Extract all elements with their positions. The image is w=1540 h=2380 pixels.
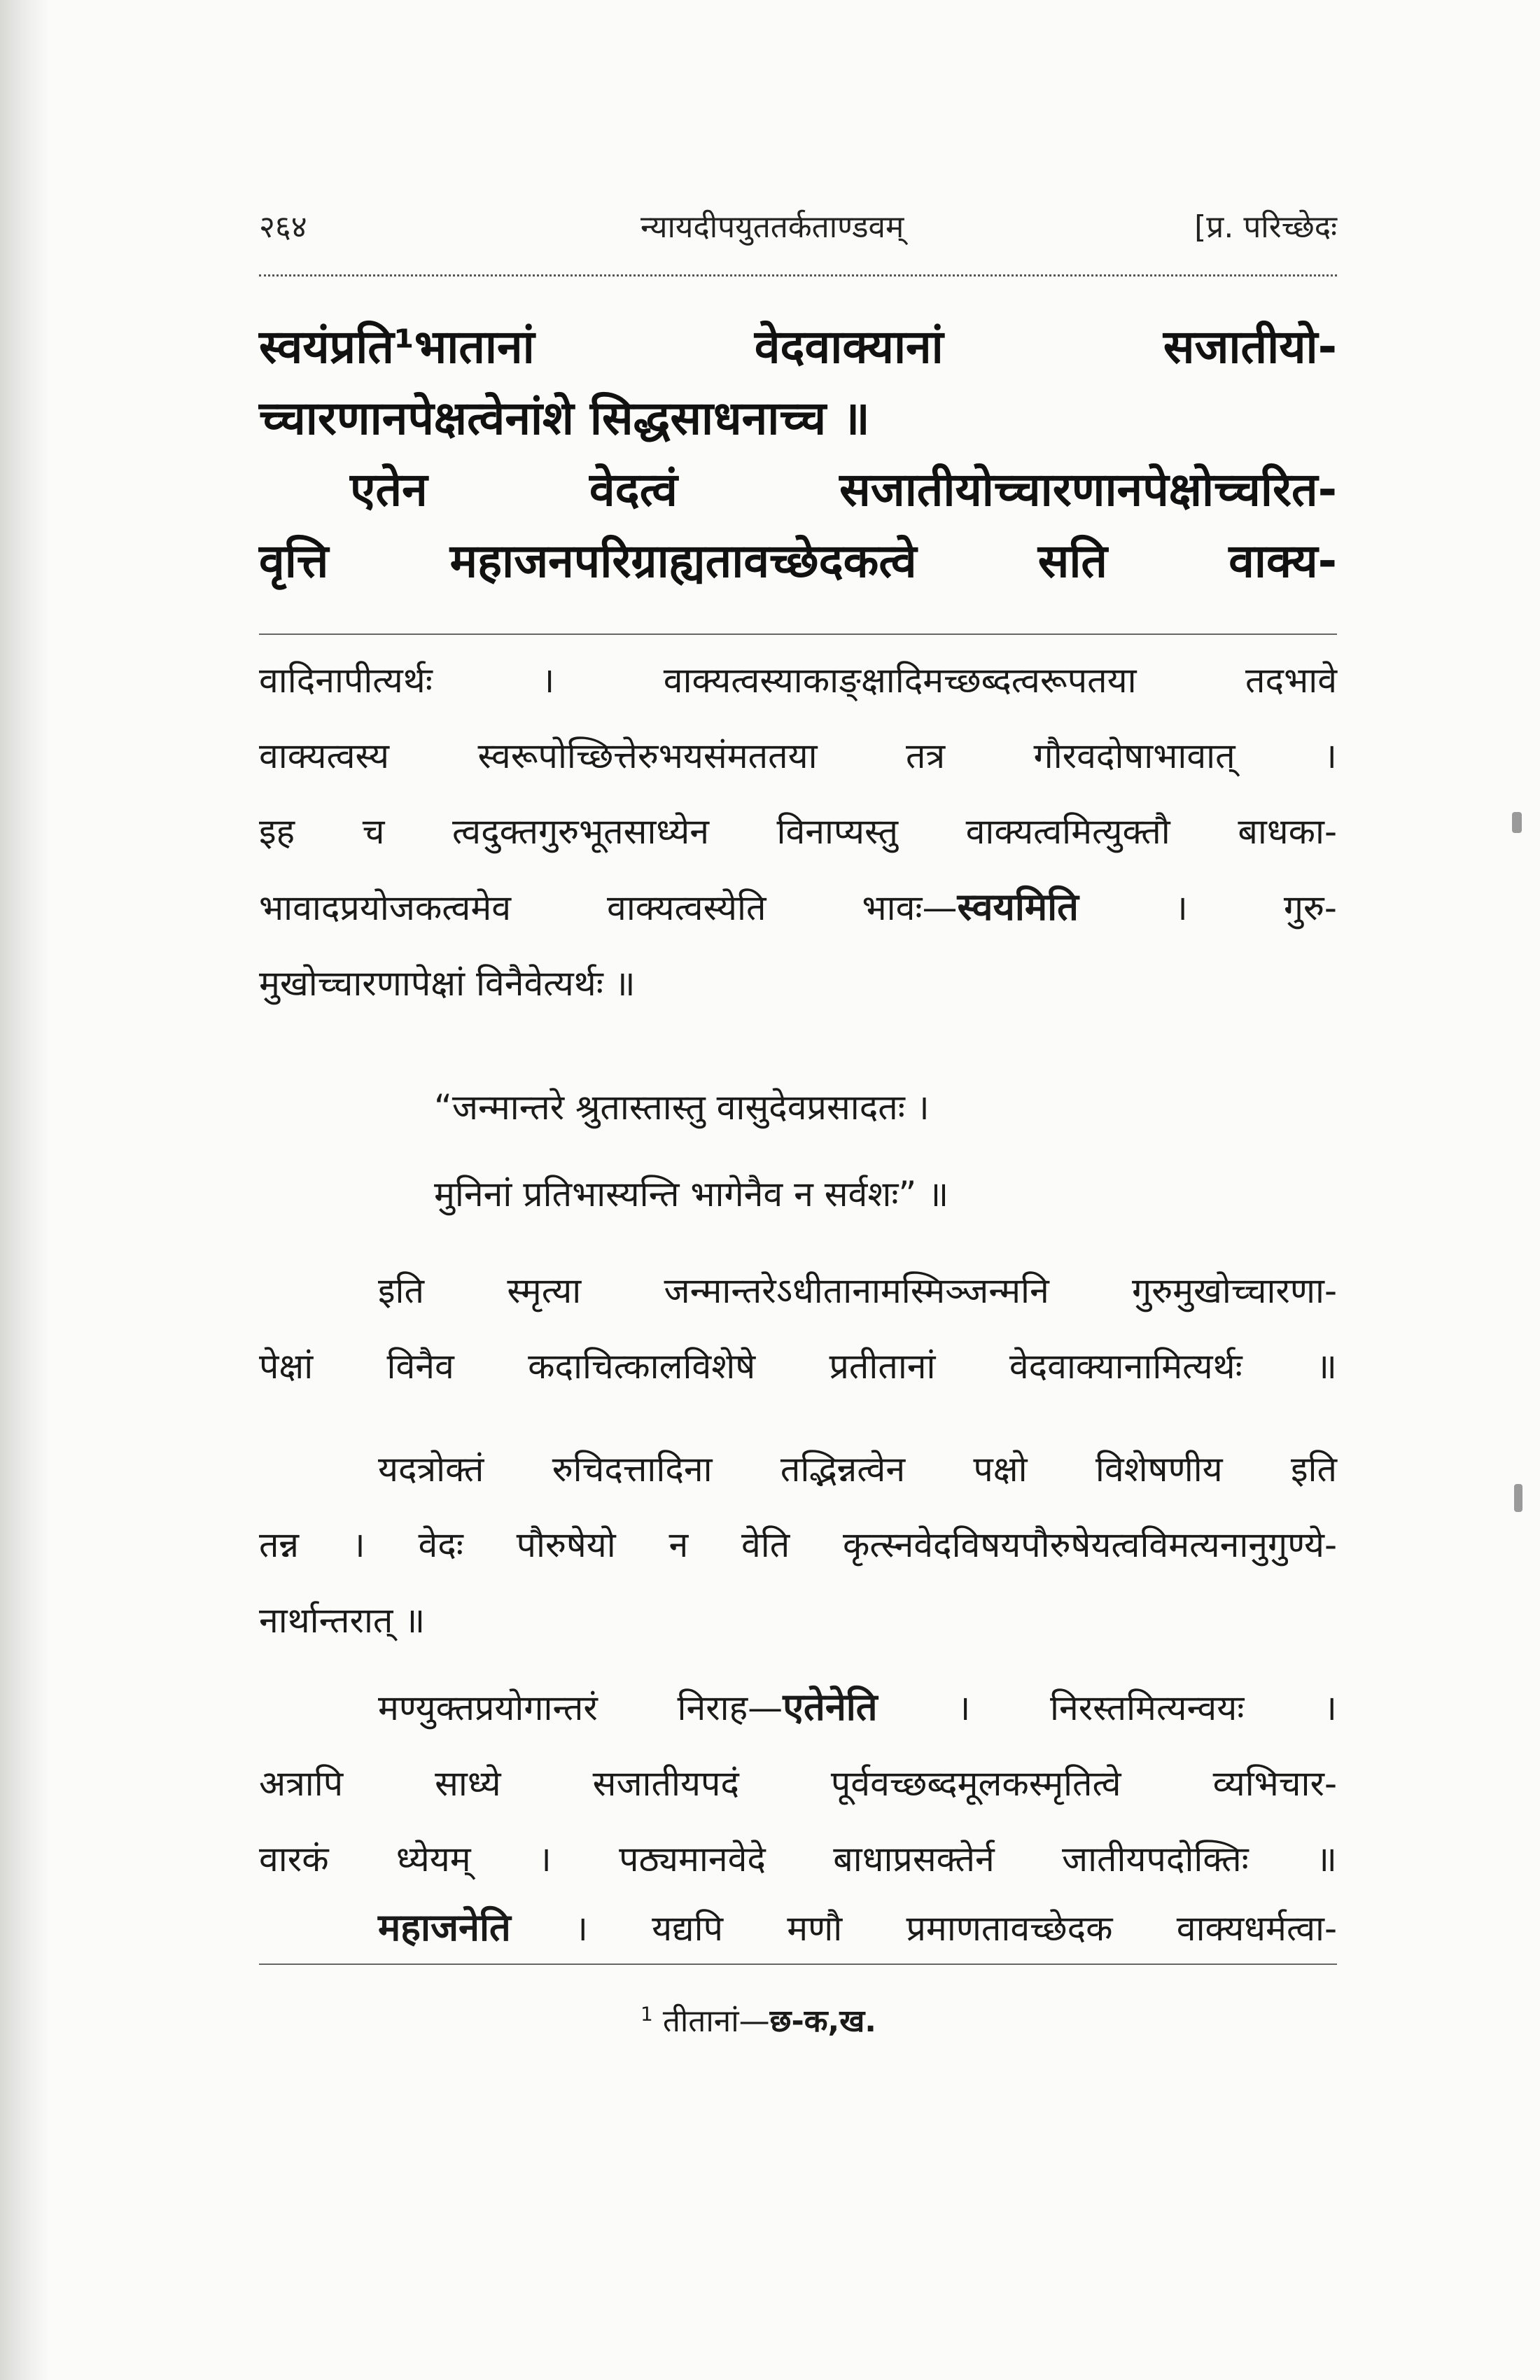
root-line: वृत्ति महाजनपरिग्राह्यतावच्छेदकत्वे सति वाक्य- <box>259 534 1337 588</box>
section-label: [प्र. परिच्छेदः <box>1194 209 1337 245</box>
commentary-line: पेक्षां विनैव कदाचित्कालविशेषे प्रतीतानां वेदवाक्यानामित्यर्थः ॥ <box>259 1346 1337 1387</box>
commentary-line: इति स्मृत्या जन्मान्तरेऽधीतानामस्मिञ्जन्मनि गुरुमुखोच्चारणा- <box>378 1270 1337 1311</box>
commentary-line <box>259 1670 1337 1746</box>
commentary-text: मण्युक्तप्रयोगान्तरं निराह— <box>378 1688 783 1728</box>
footnote-rule <box>259 1963 1337 1965</box>
verse-line: मुनिनां प्रतिभास्यन्ति भागेनैव न सर्वशः” ॥ <box>434 1174 949 1214</box>
root-line: च्चारणानपेक्षत्वेनांशे सिद्धसाधनाच्च ॥ <box>259 391 870 445</box>
running-header <box>259 204 1337 253</box>
footnote-sources: छ-क,ख. <box>769 2003 876 2039</box>
commentary-line: वाक्यत्वस्य स्वरूपोच्छित्तेरुभयसंमततया तत्र गौरवदोषाभावात् । <box>259 736 1337 776</box>
commentary-line: इह च त्वदुक्तगुरुभूतसाध्येन विनाप्यस्तु वाक्यत्वमित्युक्तौ बाधका- <box>259 811 1337 852</box>
scan-speck <box>1512 812 1522 833</box>
page-number: २६४ <box>259 209 307 245</box>
commentary-line <box>259 1890 1337 1966</box>
footnote-marker: 1 <box>640 2002 653 2026</box>
lemma-mahajana: महाजनेति <box>378 1905 511 1949</box>
lemma-etena: एतेनेति <box>783 1685 878 1729</box>
commentary-block-4 <box>259 1670 1337 1897</box>
header-rule <box>259 274 1337 276</box>
footnote-text: तीतानां— <box>662 2003 770 2039</box>
commentary-text: । निरस्तमित्यन्वयः । <box>877 1688 1337 1728</box>
commentary-line: मुखोच्चारणापेक्षां विनैवेत्यर्थः ॥ <box>259 963 636 1004</box>
book-title: न्यायदीपयुततर्कताण्डवम् <box>640 209 904 245</box>
commentary-line <box>259 869 1337 946</box>
commentary-line: अत्रापि साध्ये सजातीयपदं पूर्ववच्छब्दमूलकस्मृतित्वे व्यभिचार- <box>259 1763 1337 1804</box>
commentary-text: । गुरु- <box>1078 888 1337 928</box>
commentary-line: नार्थान्तरात् ॥ <box>259 1600 426 1641</box>
commentary-text: भावादप्रयोजकत्वमेव वाक्यत्वस्येति भावः— <box>259 888 958 928</box>
quoted-verse <box>434 1064 1344 1238</box>
commentary-block-5 <box>259 1890 1337 1966</box>
root-text <box>259 312 1337 597</box>
root-line: स्वयंप्रति¹भातानां वेदवाक्यानां सजातीयो- <box>259 320 1337 374</box>
scan-speck <box>1514 1484 1522 1512</box>
verse-line: “जन्मान्तरे श्रुतास्तास्तु वासुदेवप्रसादतः । <box>434 1087 930 1128</box>
commentary-line: तन्न । वेदः पौरुषेयो न वेति कृत्स्नवेदविषयपौरुषेयत्वविमत्यनानुगुण्ये- <box>259 1525 1337 1565</box>
commentary-block-1 <box>259 643 1337 1021</box>
footnote <box>640 1998 876 2040</box>
commentary-line: यदत्रोक्तं रुचिदत्तादिना तद्भिन्नत्वेन पक्षो विशेषणीय इति <box>378 1449 1337 1490</box>
commentary-line: वादिनापीत्यर्थः । वाक्यत्वस्याकाङ्क्षादिमच्छब्दत्वरूपतया तदभावे <box>259 660 1337 701</box>
root-line: एतेन वेदत्वं सजातीयोच्चारणानपेक्षोच्चरित- <box>350 463 1337 517</box>
commentary-line: वारकं ध्येयम् । पठ्यमानवेदे बाधाप्रसक्तेर्न जातीयपदोक्तिः ॥ <box>259 1839 1337 1879</box>
binding-edge <box>0 0 49 2380</box>
commentary-text: । यद्यपि मणौ प्रमाणतावच्छेदक वाक्यधर्मत्वा- <box>510 1908 1337 1949</box>
root-commentary-divider <box>259 634 1337 635</box>
commentary-block-2 <box>259 1253 1337 1404</box>
lemma-svayam: स्वयमिति <box>957 885 1079 929</box>
commentary-block-3 <box>259 1432 1337 1658</box>
